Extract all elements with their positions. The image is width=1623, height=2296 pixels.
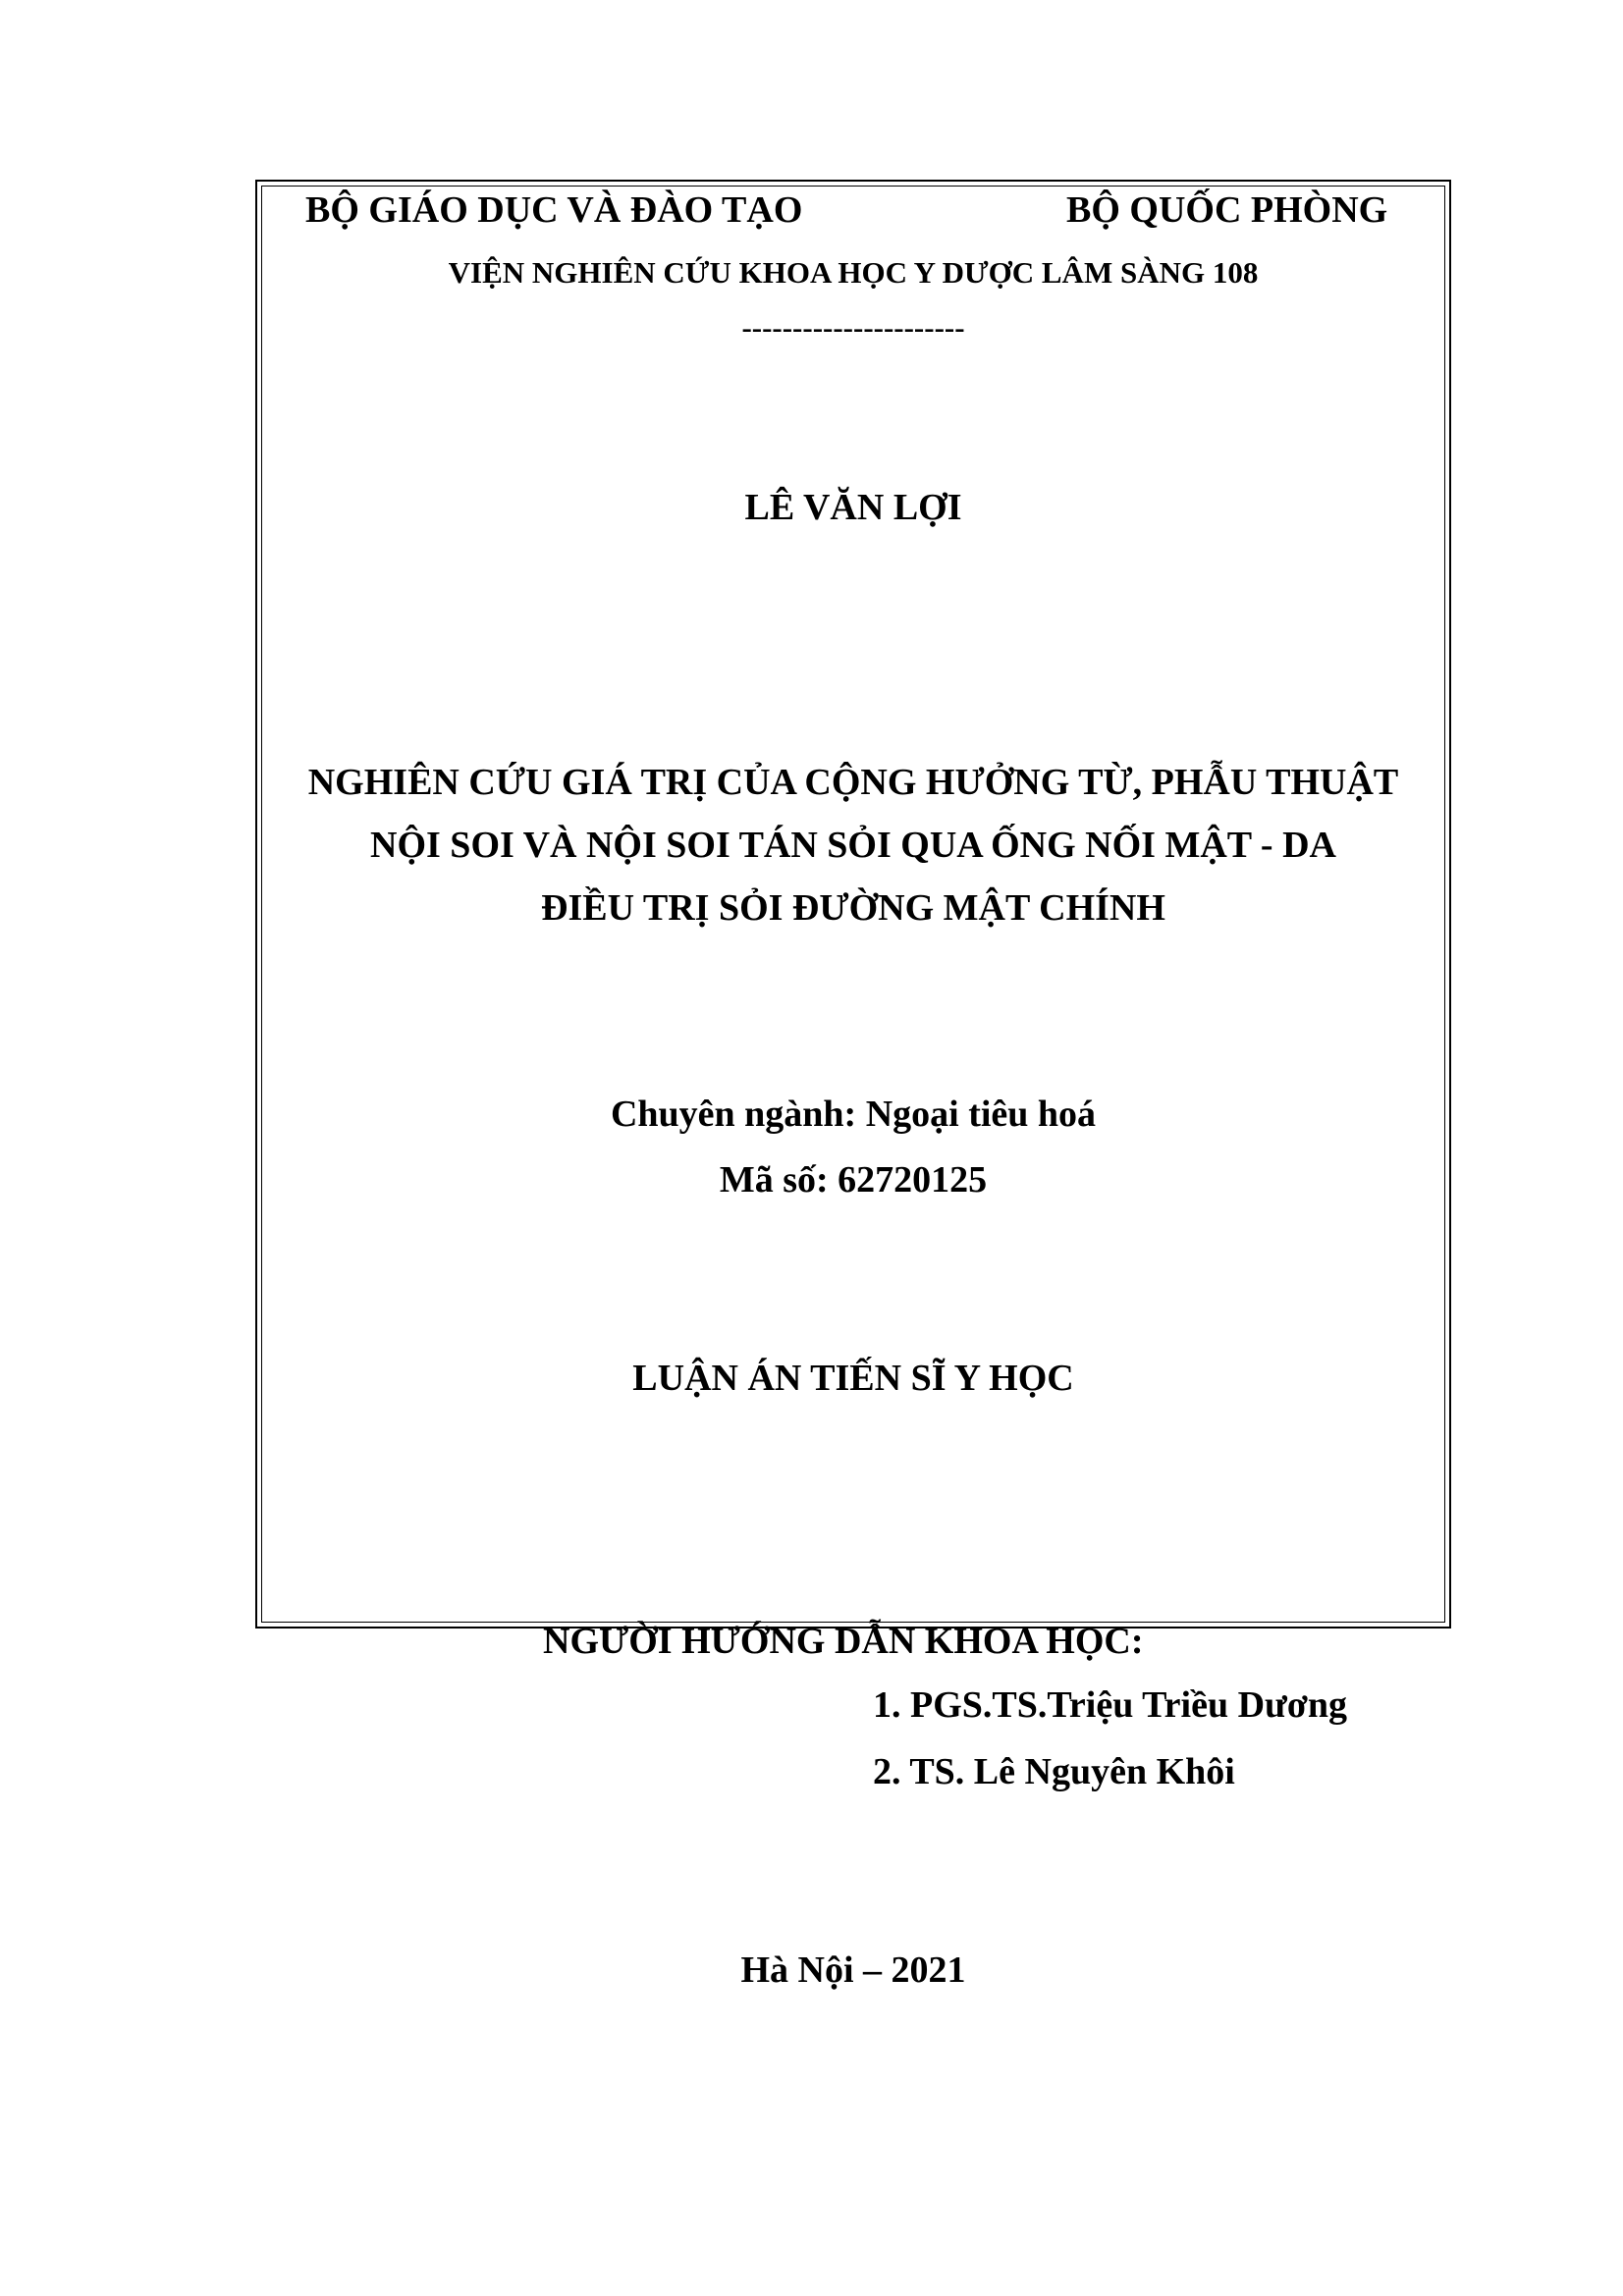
ministry-left: BỘ GIÁO DỤC VÀ ĐÀO TẠO — [305, 189, 803, 231]
institute-name: VIỆN NGHIÊN CỨU KHOA HỌC Y DƯỢC LÂM SÀNG 108 — [448, 255, 1259, 290]
author-name: LÊ VĂN LỢI — [744, 487, 962, 528]
specialty-code: Mã số: 62720125 — [719, 1159, 988, 1201]
advisor-item: 2. TS. Lê Nguyên Khôi — [873, 1751, 1235, 1792]
header-divider: ---------------------- — [741, 310, 965, 345]
title-line: ĐIỀU TRỊ SỎI ĐƯỜNG MẬT CHÍNH — [541, 887, 1165, 929]
specialty: Chuyên ngành: Ngoại tiêu hoá — [610, 1094, 1097, 1135]
ministry-right: BỘ QUỐC PHÒNG — [1066, 189, 1388, 231]
advisors-label: NGƯỜI HƯỚNG DẪN KHOA HỌC: — [543, 1621, 1144, 1662]
thesis-title — [0, 751, 1623, 939]
place-date: Hà Nội – 2021 — [740, 1949, 966, 1991]
advisor-item: 1. PGS.TS.Triệu Triều Dương — [873, 1684, 1348, 1726]
title-line: NGHIÊN CỨU GIÁ TRỊ CỦA CỘNG HƯỞNG TỪ, PHẪU THUẬT — [307, 762, 1399, 803]
thesis-type: LUẬN ÁN TIẾN SĨ Y HỌC — [632, 1358, 1074, 1399]
title-line: NỘI SOI VÀ NỘI SOI TÁN SỎI QUA ỐNG NỐI MẬT - DA — [370, 825, 1336, 866]
